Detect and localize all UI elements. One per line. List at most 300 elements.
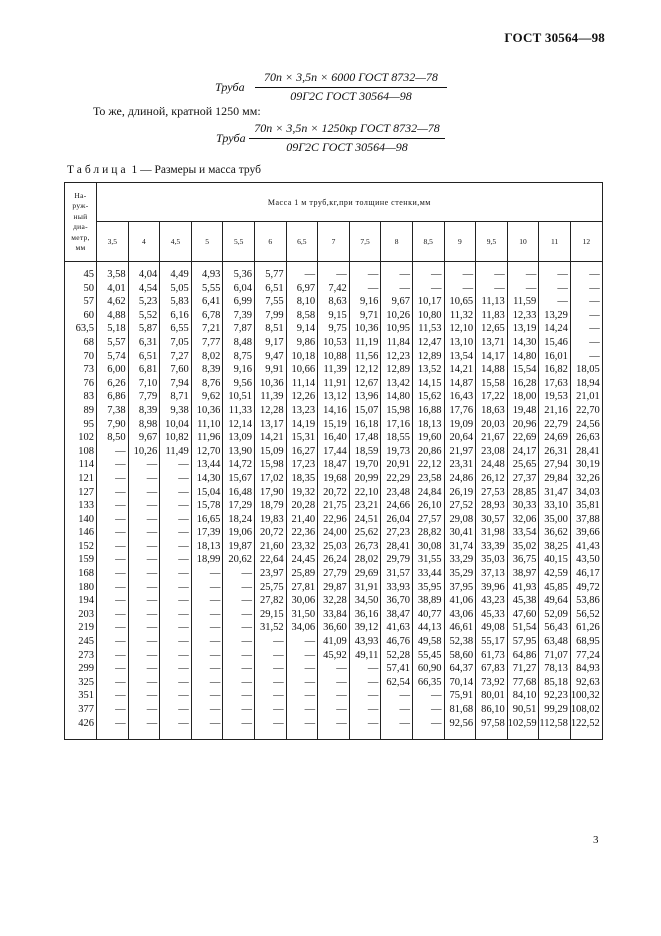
mass-cell: —	[97, 486, 129, 500]
mass-cell: 81,68	[444, 703, 476, 717]
wall-thickness-header: 12	[570, 222, 602, 262]
mass-cell: —	[349, 282, 381, 296]
mass-cell: —	[223, 581, 255, 595]
mass-cell: 31,74	[444, 540, 476, 554]
mass-cell: 34,03	[570, 486, 602, 500]
mass-cell: 7,99	[254, 309, 286, 323]
mass-cell: 7,10	[128, 377, 160, 391]
mass-cell: —	[570, 350, 602, 364]
mass-cell: 20,28	[286, 499, 318, 513]
mass-cell: 15,04	[191, 486, 223, 500]
mass-cell: 29,08	[444, 513, 476, 527]
table-row	[65, 540, 603, 554]
mass-cell: 6,26	[97, 377, 129, 391]
mass-cell: 14,87	[444, 377, 476, 391]
outer-diameter-cell: 68	[65, 336, 97, 350]
wall-thickness-header: 5	[191, 222, 223, 262]
wall-thickness-header: 9	[444, 222, 476, 262]
table-row	[65, 662, 603, 676]
mass-cell: —	[570, 336, 602, 350]
mass-cell: —	[412, 282, 444, 296]
mass-cell: 20,64	[444, 431, 476, 445]
mass-cell: —	[349, 676, 381, 690]
mass-cell: 5,74	[97, 350, 129, 364]
table-row	[65, 404, 603, 418]
mass-cell: 8,51	[254, 322, 286, 336]
mass-cell: —	[97, 499, 129, 513]
mass-cell: 17,48	[349, 431, 381, 445]
mass-cell: —	[286, 649, 318, 663]
mass-cell: —	[318, 662, 350, 676]
mass-cell: 8,76	[191, 377, 223, 391]
mass-cell: —	[223, 608, 255, 622]
mass-cell: 11,53	[412, 322, 444, 336]
mass-cell: 61,26	[570, 621, 602, 635]
mass-cell: 28,85	[507, 486, 539, 500]
mass-cell: —	[128, 499, 160, 513]
table-row	[65, 513, 603, 527]
outer-diameter-cell: 102	[65, 431, 97, 445]
mass-cell: 10,36	[349, 322, 381, 336]
mass-cell: 13,19	[507, 322, 539, 336]
mass-cell: —	[412, 689, 444, 703]
mass-cell: 12,70	[191, 445, 223, 459]
mass-cell: 28,02	[349, 553, 381, 567]
table-row	[65, 689, 603, 703]
mass-cell: 27,81	[286, 581, 318, 595]
mass-cell: 36,60	[318, 621, 350, 635]
mass-cell: 15,07	[349, 404, 381, 418]
table-row	[65, 309, 603, 323]
mass-cell: 108,02	[570, 703, 602, 717]
mass-cell: 7,21	[191, 322, 223, 336]
mass-cell: 25,65	[507, 458, 539, 472]
mass-cell: 8,58	[286, 309, 318, 323]
mass-cell: 9,38	[160, 404, 192, 418]
mass-cell: 17,29	[223, 499, 255, 513]
mass-cell: 10,80	[412, 309, 444, 323]
mass-cell: 18,99	[191, 553, 223, 567]
mass-cell: 31,52	[254, 621, 286, 635]
mass-cell: 16,28	[507, 377, 539, 391]
mass-cell: 15,67	[223, 472, 255, 486]
mass-cell: 14,88	[476, 363, 508, 377]
mass-cell: 13,29	[539, 309, 571, 323]
mass-cell: 13,96	[349, 390, 381, 404]
mass-cell: —	[160, 717, 192, 740]
mass-cell: 73,92	[476, 676, 508, 690]
mass-cell: 8,48	[223, 336, 255, 350]
mass-cell: 92,23	[539, 689, 571, 703]
mass-cell: 84,93	[570, 662, 602, 676]
outer-diameter-cell: 180	[65, 581, 97, 595]
outer-diameter-cell: 168	[65, 567, 97, 581]
mass-cell: 12,14	[223, 418, 255, 432]
mass-cell: 7,05	[160, 336, 192, 350]
mass-cell: 17,63	[539, 377, 571, 391]
wall-thickness-header: 6,5	[286, 222, 318, 262]
mass-cell: 10,36	[254, 377, 286, 391]
outer-diameter-cell: 133	[65, 499, 97, 513]
mass-cell: 4,01	[97, 282, 129, 296]
mass-cell: 31,98	[476, 526, 508, 540]
outer-diameter-header-line: диа-	[73, 222, 88, 231]
mass-cell: —	[128, 540, 160, 554]
mass-cell: 30,41	[444, 526, 476, 540]
mass-cell: 4,62	[97, 295, 129, 309]
mass-cell: 40,15	[539, 553, 571, 567]
mass-cell: 20,96	[507, 418, 539, 432]
mass-cell: —	[160, 526, 192, 540]
mass-cell: 14,30	[191, 472, 223, 486]
outer-diameter-cell: 377	[65, 703, 97, 717]
mass-cell: 90,51	[507, 703, 539, 717]
mass-cell: 6,81	[128, 363, 160, 377]
mass-cell: 7,94	[160, 377, 192, 391]
table-row	[65, 350, 603, 364]
mass-cell: 13,12	[318, 390, 350, 404]
mass-cell: —	[97, 581, 129, 595]
mass-cell: —	[160, 581, 192, 595]
mass-cell: 26,12	[476, 472, 508, 486]
mass-cell: —	[476, 282, 508, 296]
mass-cell: —	[254, 703, 286, 717]
mass-cell: —	[97, 526, 129, 540]
mass-cell: —	[160, 662, 192, 676]
mass-cell: 33,44	[412, 567, 444, 581]
mass-cell: 37,95	[444, 581, 476, 595]
mass-cell: —	[223, 676, 255, 690]
mass-cell: 19,53	[539, 390, 571, 404]
mass-cell: 27,94	[539, 458, 571, 472]
mass-cell: 10,36	[191, 404, 223, 418]
mass-cell: 24,00	[318, 526, 350, 540]
mass-cell: 51,54	[507, 621, 539, 635]
mass-cell: 71,07	[539, 649, 571, 663]
formula-label: Труба	[216, 131, 246, 145]
mass-cell: 92,63	[570, 676, 602, 690]
mass-cell: —	[128, 553, 160, 567]
mass-cell: —	[223, 689, 255, 703]
mass-cell: 122,52	[570, 717, 602, 740]
table-row	[65, 703, 603, 717]
mass-cell: 85,18	[539, 676, 571, 690]
mass-cell: 36,70	[381, 594, 413, 608]
mass-cell: 19,09	[444, 418, 476, 432]
mass-cell: 77,24	[570, 649, 602, 663]
mass-cell: 26,73	[349, 540, 381, 554]
mass-cell: 46,61	[444, 621, 476, 635]
mass-cell: 22,69	[507, 431, 539, 445]
mass-cell: 78,13	[539, 662, 571, 676]
table-caption-text: 1 — Размеры и масса труб	[128, 164, 261, 176]
mass-cell: —	[286, 703, 318, 717]
mass-cell: 40,77	[412, 608, 444, 622]
mass-cell: 16,27	[286, 445, 318, 459]
mass-cell: —	[160, 499, 192, 513]
outer-diameter-cell: 89	[65, 404, 97, 418]
mass-cell: —	[160, 540, 192, 554]
mass-cell: 19,48	[507, 404, 539, 418]
mass-cell: 39,66	[570, 526, 602, 540]
mass-cell: 46,17	[570, 567, 602, 581]
mass-cell: —	[160, 553, 192, 567]
mass-cell: 20,03	[476, 418, 508, 432]
mass-cell: 29,79	[381, 553, 413, 567]
outer-diameter-cell: 108	[65, 445, 97, 459]
mass-cell: 67,83	[476, 662, 508, 676]
mass-cell: 49,58	[412, 635, 444, 649]
mass-cell: 11,10	[191, 418, 223, 432]
mass-cell: 24,69	[539, 431, 571, 445]
mass-cell: 28,82	[412, 526, 444, 540]
mass-cell: 16,48	[223, 486, 255, 500]
mass-cell: —	[381, 282, 413, 296]
mass-cell: 26,04	[381, 513, 413, 527]
mass-cell: 52,28	[381, 649, 413, 663]
mass-cell: 10,53	[318, 336, 350, 350]
mass-cell: —	[223, 662, 255, 676]
wall-thickness-header: 3,5	[97, 222, 129, 262]
mass-cell: 55,45	[412, 649, 444, 663]
mass-cell: 31,50	[286, 608, 318, 622]
mass-cell: 12,89	[381, 363, 413, 377]
outer-diameter-header	[65, 183, 97, 262]
mass-cell: —	[254, 676, 286, 690]
mass-cell: 27,37	[507, 472, 539, 486]
outer-diameter-cell: 127	[65, 486, 97, 500]
mass-cell: 14,17	[476, 350, 508, 364]
mass-cell: 11,84	[381, 336, 413, 350]
mass-cell: 6,04	[223, 282, 255, 296]
mass-cell: 15,09	[254, 445, 286, 459]
mass-cell: —	[381, 689, 413, 703]
mass-cell: 14,16	[318, 404, 350, 418]
mass-cell: 9,17	[254, 336, 286, 350]
mass-cell: 6,51	[128, 350, 160, 364]
mass-cell: —	[570, 295, 602, 309]
mass-cell: 25,03	[318, 540, 350, 554]
mass-cell: —	[128, 717, 160, 740]
mass-cell: —	[286, 635, 318, 649]
mass-cell: 26,19	[444, 486, 476, 500]
mass-cell: —	[191, 703, 223, 717]
mass-cell: 38,25	[539, 540, 571, 554]
mass-cell: 11,49	[160, 445, 192, 459]
mass-cell: —	[97, 717, 129, 740]
table-row	[65, 649, 603, 663]
table-row	[65, 621, 603, 635]
mass-cell: 13,42	[381, 377, 413, 391]
mass-cell: 64,37	[444, 662, 476, 676]
mass-cell: —	[128, 472, 160, 486]
mass-cell: —	[97, 553, 129, 567]
mass-cell: 10,82	[160, 431, 192, 445]
mass-cell: 23,58	[412, 472, 444, 486]
mass-cell: 99,29	[539, 703, 571, 717]
mass-cell: 41,43	[570, 540, 602, 554]
mass-cell: 31,47	[539, 486, 571, 500]
mass-cell: 8,39	[128, 404, 160, 418]
mass-cell: 41,63	[381, 621, 413, 635]
mass-cell: 10,17	[412, 295, 444, 309]
mass-cell: —	[128, 621, 160, 635]
mass-cell: 10,26	[128, 445, 160, 459]
mass-cell: 9,86	[286, 336, 318, 350]
table-row	[65, 322, 603, 336]
mass-cell: 33,29	[444, 553, 476, 567]
mass-cell: 7,27	[160, 350, 192, 364]
mass-cell: 18,00	[507, 390, 539, 404]
mass-cell: —	[191, 635, 223, 649]
mass-cell: 7,38	[97, 404, 129, 418]
mass-cell: 84,10	[507, 689, 539, 703]
mass-cell: 30,57	[476, 513, 508, 527]
mass-cell: 37,13	[476, 567, 508, 581]
mass-cell: —	[128, 594, 160, 608]
mass-cell: 60,90	[412, 662, 444, 676]
mass-cell: 32,28	[318, 594, 350, 608]
mass-cell: 6,78	[191, 309, 223, 323]
mass-cell: 17,44	[318, 445, 350, 459]
outer-diameter-header-line: На-	[74, 190, 87, 200]
mass-cell: 10,88	[318, 350, 350, 364]
mass-cell: 36,16	[349, 608, 381, 622]
mass-cell: —	[254, 717, 286, 740]
mass-cell: 12,28	[254, 404, 286, 418]
mass-cell: 10,04	[160, 418, 192, 432]
mass-cell: 15,98	[381, 404, 413, 418]
mass-cell: —	[286, 662, 318, 676]
outer-diameter-cell: 73	[65, 363, 97, 377]
mass-cell: —	[381, 262, 413, 282]
outer-diameter-cell: 146	[65, 526, 97, 540]
mass-cell: 112,58	[539, 717, 571, 740]
mass-cell: 12,23	[381, 350, 413, 364]
formula-numerator: 70n × 3,5n × 6000 ГОСТ 8732—78	[264, 70, 438, 84]
mass-cell: —	[191, 649, 223, 663]
mass-cell: —	[128, 486, 160, 500]
mass-cell: 29,87	[318, 581, 350, 595]
mass-cell: 14,30	[507, 336, 539, 350]
mass-cell: 6,97	[286, 282, 318, 296]
mass-cell: 6,86	[97, 390, 129, 404]
mass-cell: —	[97, 458, 129, 472]
mass-cell: —	[223, 594, 255, 608]
mass-cell: 9,15	[318, 309, 350, 323]
mass-cell: —	[318, 262, 350, 282]
mass-cell: 21,97	[444, 445, 476, 459]
mass-cell: —	[539, 282, 571, 296]
mass-cell: 46,76	[381, 635, 413, 649]
table-row	[65, 445, 603, 459]
table-caption-prefix: Таблица	[67, 164, 129, 176]
mass-cell: —	[381, 703, 413, 717]
mass-cell: —	[223, 703, 255, 717]
outer-diameter-cell: 83	[65, 390, 97, 404]
outer-diameter-header-line: руж-	[72, 201, 89, 210]
mass-cell: 68,95	[570, 635, 602, 649]
mass-cell: 4,93	[191, 262, 223, 282]
document-header: ГОСТ 30564—98	[504, 30, 605, 45]
mass-cell: 6,51	[254, 282, 286, 296]
mass-cell: 15,31	[286, 431, 318, 445]
page-number: 3	[593, 834, 599, 846]
mass-cell: 31,55	[412, 553, 444, 567]
mass-cell: 49,64	[539, 594, 571, 608]
formula-label: Труба	[215, 80, 245, 94]
mass-cell: 16,43	[444, 390, 476, 404]
mass-cell: —	[444, 262, 476, 282]
wall-thickness-header: 4	[128, 222, 160, 262]
mass-cell: —	[539, 295, 571, 309]
outer-diameter-cell: 273	[65, 649, 97, 663]
mass-cell: 12,10	[444, 322, 476, 336]
mass-cell: 22,64	[254, 553, 286, 567]
pipe-size-mass-table	[64, 182, 603, 740]
mass-cell: 14,24	[539, 322, 571, 336]
mass-cell: 41,06	[444, 594, 476, 608]
mass-cell: 6,55	[160, 322, 192, 336]
mass-cell: 38,47	[381, 608, 413, 622]
mass-cell: 23,97	[254, 567, 286, 581]
mass-cell: —	[318, 676, 350, 690]
mass-cell: 13,71	[476, 336, 508, 350]
mass-cell: 5,55	[191, 282, 223, 296]
mass-cell: 49,72	[570, 581, 602, 595]
mass-cell: 9,16	[349, 295, 381, 309]
mass-cell: 5,18	[97, 322, 129, 336]
mass-cell: 13,09	[223, 431, 255, 445]
mass-cell: 9,75	[318, 322, 350, 336]
mass-cell: 23,48	[381, 486, 413, 500]
table-row	[65, 499, 603, 513]
mass-cell: —	[254, 662, 286, 676]
table-row	[65, 553, 603, 567]
mass-cell: —	[570, 282, 602, 296]
mass-cell: —	[223, 567, 255, 581]
mass-cell: 26,24	[318, 553, 350, 567]
formula-numerator: 70n × 3,5n × 1250кр ГОСТ 8732—78	[254, 121, 440, 135]
mass-cell: 7,77	[191, 336, 223, 350]
mass-cell: 16,40	[318, 431, 350, 445]
mass-cell: 53,86	[570, 594, 602, 608]
mass-cell: 30,33	[507, 499, 539, 513]
mass-cell: 19,32	[286, 486, 318, 500]
mass-cell: 5,87	[128, 322, 160, 336]
mass-cell: 24,48	[476, 458, 508, 472]
wall-thickness-header: 4,5	[160, 222, 192, 262]
mass-cell: 19,70	[349, 458, 381, 472]
mass-cell: 63,48	[539, 635, 571, 649]
mass-cell: 5,36	[223, 262, 255, 282]
wall-thickness-header: 5,5	[223, 222, 255, 262]
mass-cell: 20,91	[381, 458, 413, 472]
mass-cell: —	[97, 662, 129, 676]
mass-cell: 18,59	[349, 445, 381, 459]
mass-cell: 92,56	[444, 717, 476, 740]
mass-cell: 5,52	[128, 309, 160, 323]
mass-cell: 11,91	[318, 377, 350, 391]
mass-cell: —	[97, 594, 129, 608]
mass-cell: —	[191, 689, 223, 703]
mass-cell: 6,99	[223, 295, 255, 309]
outer-diameter-cell: 50	[65, 282, 97, 296]
mass-cell: 24,45	[286, 553, 318, 567]
mass-cell: 21,16	[539, 404, 571, 418]
mass-cell: 38,97	[507, 567, 539, 581]
mass-cell: —	[191, 717, 223, 740]
